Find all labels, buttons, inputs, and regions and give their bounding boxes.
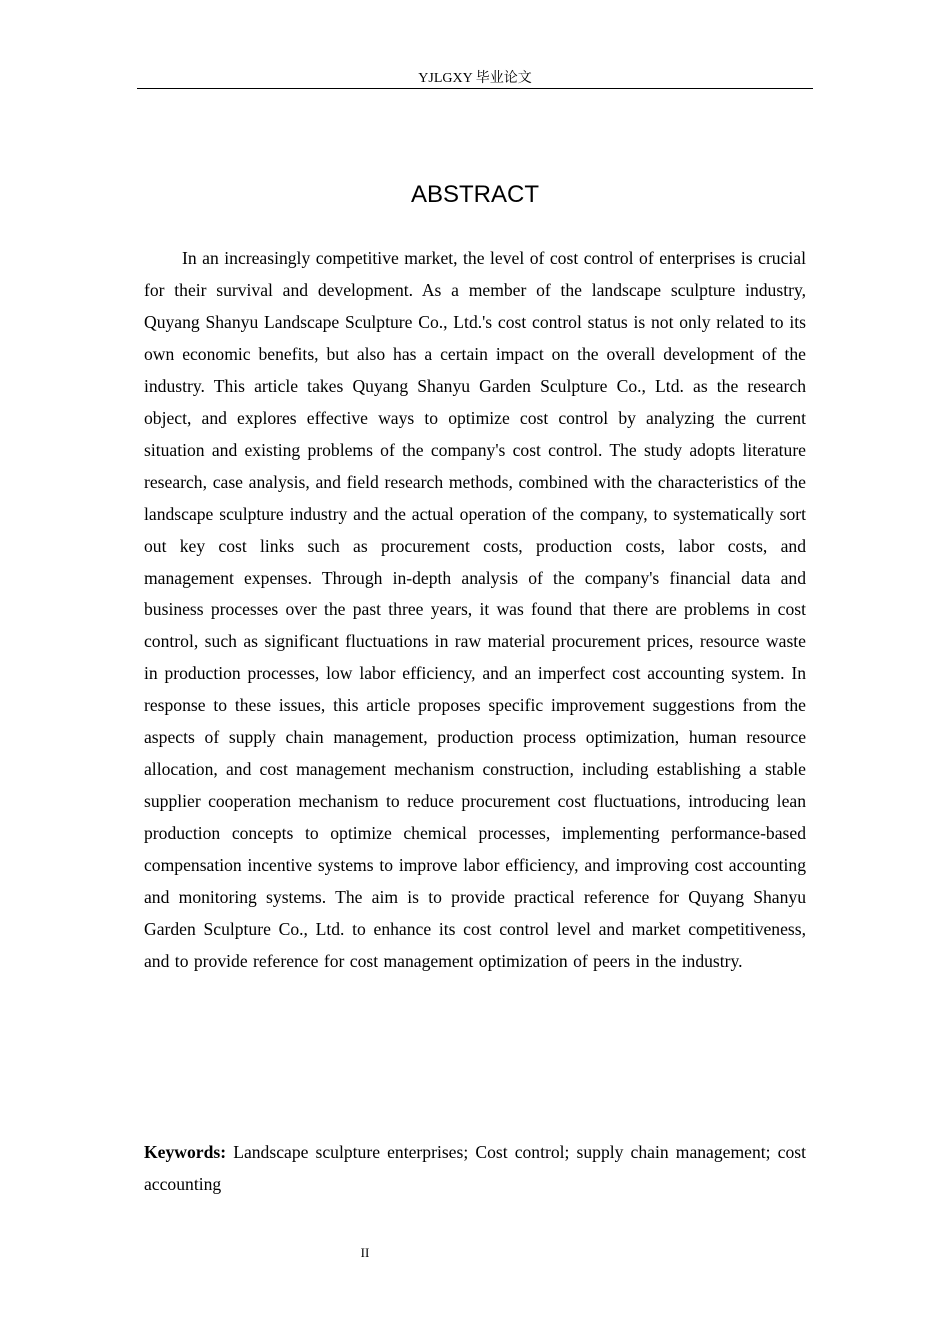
keywords-label: Keywords: (144, 1142, 227, 1162)
page-header: YJLGXY 毕业论文 (418, 71, 532, 86)
abstract-title: ABSTRACT (410, 181, 539, 208)
header-divider (137, 88, 813, 89)
page-number: II (360, 1245, 370, 1260)
abstract-body: In an increasingly competitive market, the level of cost control of enterprises is crucial for their survival and development. As a member of the landscape sculpture industry, Quyang Shanyu Landscape Sculpture Co., Ltd.'s cost control status is not only related to its own economic benefits, but also has a certain impact on the overall development of the industry. This article takes Quyang Shanyu Garden Sculpture Co., Ltd. as the research object, and explores effective ways to optimize cost control by analyzing the current situation and existing problems of the company's cost control. The study adopts literature research, case analysis, and field research methods, combined with the characteristics of the landscape sculpture industry and the actual operation of the company, to systematically sort out key cost links such as procurement costs, production costs, labor costs, and management expenses. Through in-depth analysis of the company's financial data and business processes over the past three years, it was found that there are problems in cost control, such as significant fluctuations in raw material procurement prices, resource waste in production processes, low labor efficiency, and an imperfect cost accounting system. In response to these issues, this article proposes specific improvement suggestions from the aspects of supply chain management, production process optimization, human resource allocation, and cost management mechanism construction, including establishing a stable supplier cooperation mechanism to reduce procurement cost fluctuations, introducing lean production concepts to optimize chemical processes, implementing performance-based compensation incentive systems to improve labor efficiency, and improving cost accounting and monitoring systems. The aim is to provide practical reference for Quyang Shanyu Garden Sculpture Co., Ltd. to enhance its cost control level and market competitiveness, and to provide reference for cost management optimization of peers in the industry. (144, 248, 806, 971)
keywords-paragraph (144, 1137, 806, 1201)
keywords-text: Landscape sculpture enterprises; Cost control; supply chain management; cost accounting (144, 1142, 806, 1194)
